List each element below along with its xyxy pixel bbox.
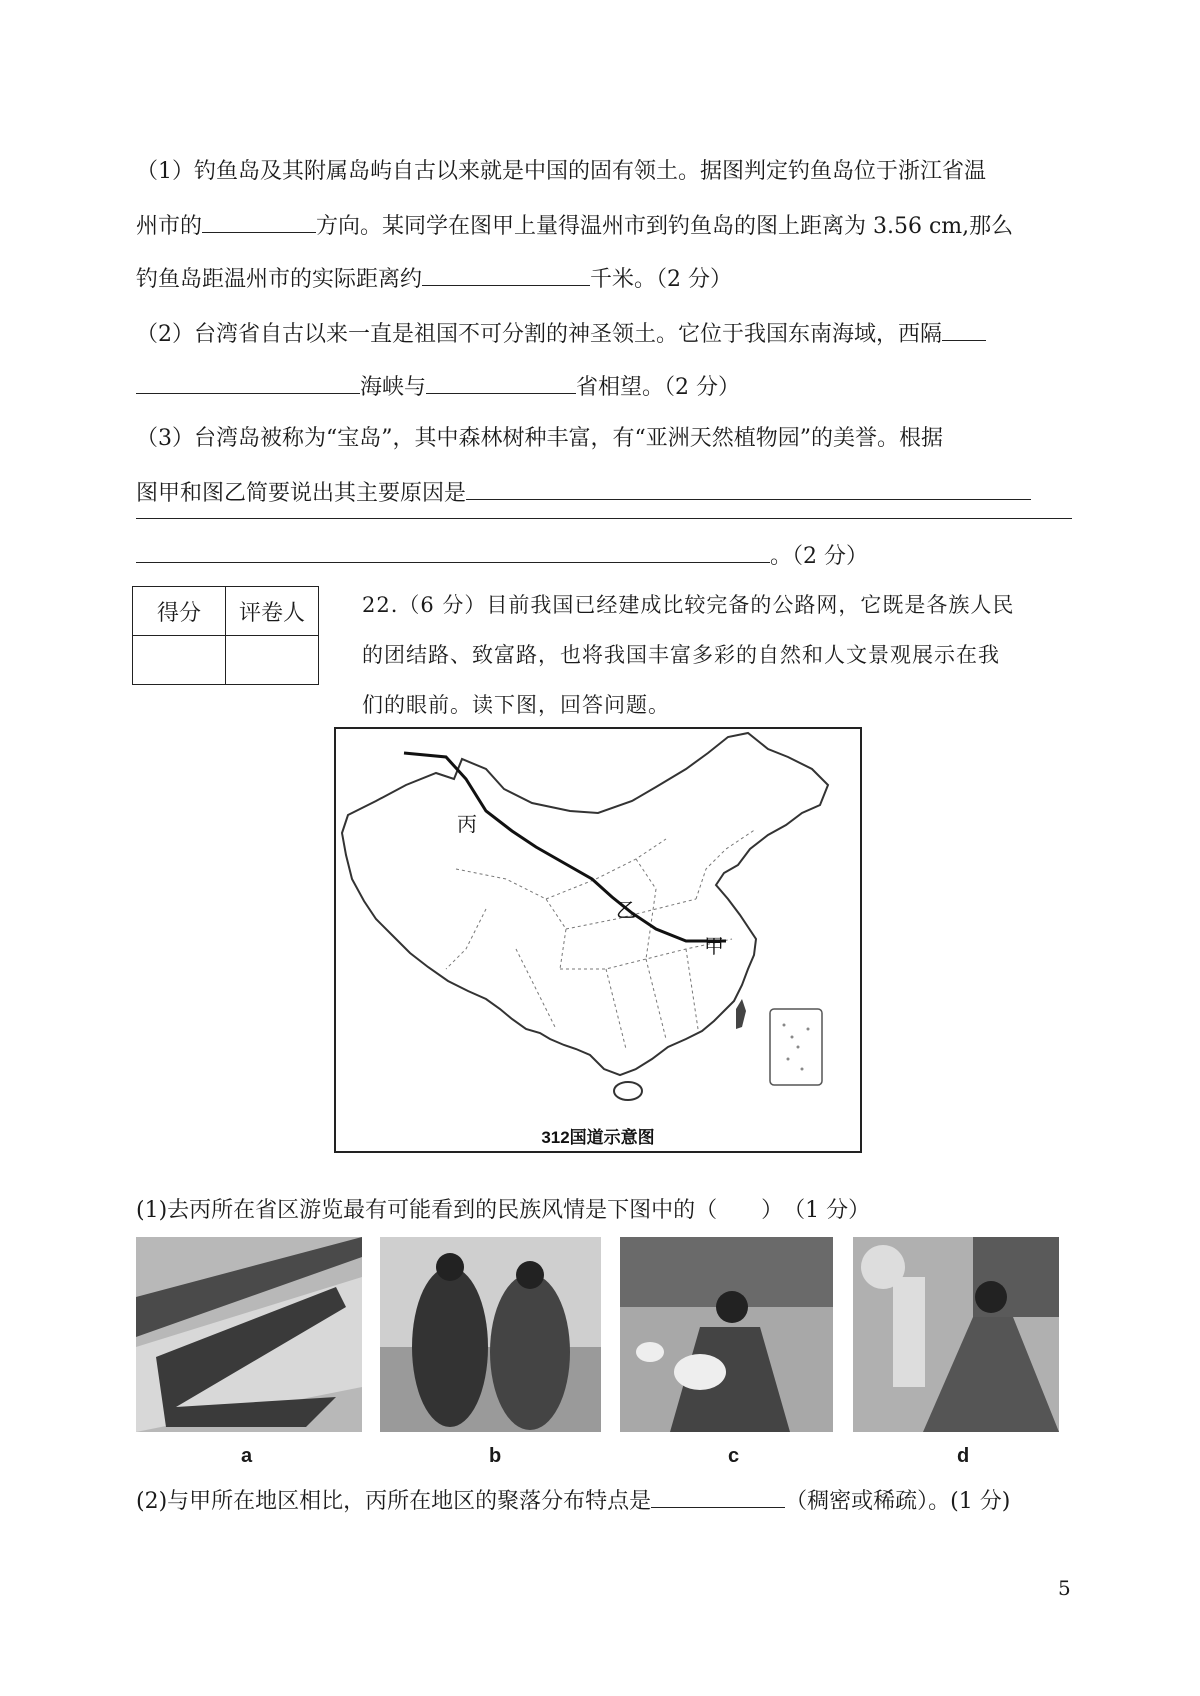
q21-part2-line2 bbox=[136, 371, 740, 403]
grader-header: 评卷人 bbox=[226, 587, 319, 636]
q21-part3-line1: （3）台湾岛被称为“宝岛”，其中森林树种丰富，有“亚洲天然植物园”的美誉。根据 bbox=[136, 426, 943, 451]
q22-line2: 的团结路、致富路，也将我国丰富多彩的自然和人文景观展示在我 bbox=[362, 643, 1000, 667]
q21-part1-text-a: 州市的 bbox=[136, 214, 203, 239]
q22-sub1: (1)去丙所在省区游览最有可能看到的民族风情是下图中的（ ） （1 分） bbox=[136, 1198, 871, 1223]
answer-blank-reason-3[interactable] bbox=[136, 540, 770, 563]
answer-blank-distance[interactable] bbox=[422, 263, 590, 286]
q21-part1-line3 bbox=[136, 263, 732, 295]
korean-dance-image bbox=[620, 1237, 833, 1432]
q21-part3-text-a: 图甲和图乙简要说出其主要原因是 bbox=[136, 481, 467, 506]
score-table bbox=[132, 586, 319, 685]
photo-b-mongolian-dance bbox=[380, 1237, 601, 1432]
q22-sub2-text-b: （稠密或稀疏）。(1 分) bbox=[785, 1489, 1011, 1514]
q21-part1-text-b: 方向。某同学在图甲上量得温州市到钓鱼岛的图上距离为 3.56 cm,那么 bbox=[316, 214, 1014, 239]
q21-part1-line1: （1）钓鱼岛及其附属岛屿自古以来就是中国的固有领土。据图判定钓鱼岛位于浙江省温 bbox=[136, 159, 986, 184]
q21-part3-line3 bbox=[136, 540, 868, 572]
map-title: 312国道示意图 bbox=[541, 1128, 655, 1147]
q21-part3-end: 。（2 分） bbox=[770, 544, 868, 569]
label-bing: 丙 bbox=[457, 812, 477, 836]
q22-intro bbox=[362, 580, 1014, 730]
photo-c-korean-dance bbox=[620, 1237, 833, 1432]
q21-part2-text-b: 海峡与 bbox=[360, 375, 427, 400]
q21-part1-text-c: 钓鱼岛距温州市的实际距离约 bbox=[136, 267, 423, 292]
q22-line1: 22.（6 分）目前我国已经建成比较完备的公路网，它既是各族人民 bbox=[362, 593, 1015, 617]
mongolian-dance-image bbox=[380, 1237, 601, 1432]
photo-a-dragon-boat bbox=[136, 1237, 362, 1432]
label-jia: 甲 bbox=[704, 934, 724, 958]
answer-blank-strait-a[interactable] bbox=[942, 318, 986, 341]
q22-sub2 bbox=[136, 1485, 1010, 1517]
china-map bbox=[336, 729, 860, 1151]
caption-d: d bbox=[957, 1445, 970, 1467]
uyghur-dance-image bbox=[853, 1237, 1059, 1432]
hainan-island bbox=[614, 1082, 642, 1100]
photo-d-uyghur-dance bbox=[853, 1237, 1059, 1432]
answer-blank-settlement[interactable] bbox=[651, 1485, 785, 1508]
answer-blank-province[interactable] bbox=[426, 371, 576, 394]
answer-blank-reason-1[interactable] bbox=[466, 477, 1031, 500]
answer-blank-direction[interactable] bbox=[202, 210, 316, 233]
grader-cell[interactable] bbox=[226, 636, 319, 685]
caption-c: c bbox=[728, 1445, 740, 1467]
page-number: 5 bbox=[1058, 1576, 1071, 1600]
dragon-boat-image bbox=[136, 1237, 362, 1432]
china-outline bbox=[342, 733, 828, 1075]
answer-rule-reason-2[interactable] bbox=[136, 518, 1072, 519]
inset-islands bbox=[783, 1024, 810, 1071]
q21-part3-line2 bbox=[136, 477, 1031, 509]
score-header: 得分 bbox=[133, 587, 226, 636]
score-cell[interactable] bbox=[133, 636, 226, 685]
q21-part1-line2 bbox=[136, 210, 1013, 242]
caption-b: b bbox=[489, 1445, 502, 1467]
q21-part2-text-c: 省相望。（2 分） bbox=[576, 375, 741, 400]
route-312 bbox=[404, 753, 726, 941]
q21-part2-line1 bbox=[136, 318, 986, 350]
q21-part1-text-d: 千米。（2 分） bbox=[590, 267, 733, 292]
answer-blank-strait-b[interactable] bbox=[136, 371, 360, 394]
taiwan-island bbox=[736, 999, 746, 1029]
q21-part2-text-a: （2）台湾省自古以来一直是祖国不可分割的神圣领土。它位于我国东南海域，西隔 bbox=[136, 322, 942, 347]
label-yi: 乙 bbox=[616, 898, 636, 922]
q22-line3: 们的眼前。读下图，回答问题。 bbox=[362, 693, 670, 717]
map-figure bbox=[334, 727, 862, 1153]
south-sea-inset bbox=[770, 1009, 822, 1085]
q22-sub2-text-a: (2)与甲所在地区相比，丙所在地区的聚落分布特点是 bbox=[136, 1489, 652, 1514]
caption-a: a bbox=[241, 1445, 253, 1467]
